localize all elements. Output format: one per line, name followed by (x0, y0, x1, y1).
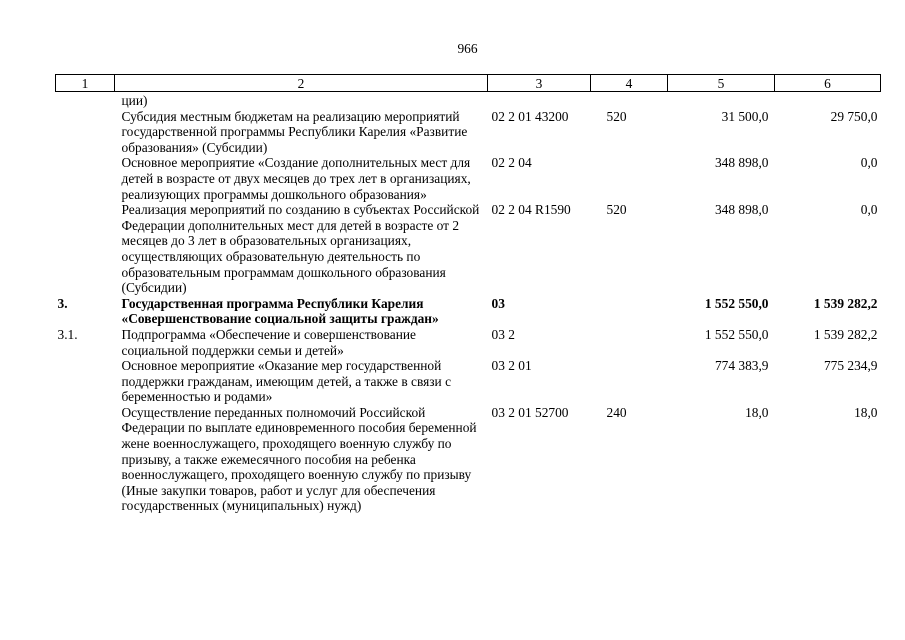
table-body (56, 92, 881, 515)
row-name: ции) (121, 93, 148, 108)
row-expense-type: 240 (606, 404, 627, 420)
header-cell-3: 3 (488, 75, 591, 92)
row-name: Субсидия местным бюджетам на реализацию мероприятий государственной программы Республики Карелия «Развитие образования» (Субсидии) (121, 108, 468, 155)
header-cell-4: 4 (591, 75, 668, 92)
row-number: 3. (57, 295, 68, 311)
row-code: 03 2 01 (491, 358, 532, 374)
table-row (56, 327, 881, 358)
row-expense-type: 520 (606, 202, 627, 218)
row-amount-2 (775, 92, 881, 109)
row-expense-type (591, 358, 668, 405)
header-cell-2: 2 (115, 75, 488, 92)
row-expense-type (591, 327, 668, 358)
row-amount-2: 18,0 (854, 404, 878, 420)
header-cell-5: 5 (668, 75, 775, 92)
header-cell-6: 6 (775, 75, 881, 92)
row-name: Основное мероприятие «Создание дополнительных мест для детей в возрасте от двух месяцев до трех лет в организациях, реализующих программы дошкольного образования» (121, 155, 471, 202)
row-expense-type (591, 296, 668, 327)
row-name: Основное мероприятие «Оказание мер государственной поддержки гражданам, имеющим детей, а также в связи с беременностью и родами» (121, 358, 452, 405)
row-number (56, 405, 115, 514)
row-name: Государственная программа Республики Карелия «Совершенствование социальной защиты граждан» (121, 295, 439, 327)
row-expense-type (591, 155, 668, 202)
table-row (56, 405, 881, 514)
table-row (56, 202, 881, 296)
row-expense-type: 520 (606, 108, 627, 124)
row-name: Подпрограмма «Обеспечение и совершенствование социальной поддержки семьи и детей» (121, 326, 416, 358)
table-row (56, 155, 881, 202)
row-code (488, 92, 591, 109)
row-amount-1: 18,0 (745, 404, 769, 420)
table-header (56, 75, 881, 92)
row-number (56, 358, 115, 405)
row-number (56, 92, 115, 109)
row-amount-2: 29 750,0 (830, 108, 878, 124)
row-code: 02 2 04 (491, 155, 532, 171)
row-amount-1: 774 383,9 (714, 358, 769, 374)
row-expense-type (591, 92, 668, 109)
row-amount-2: 0,0 (860, 155, 878, 171)
row-amount-1: 31 500,0 (721, 108, 769, 124)
row-number (56, 202, 115, 296)
row-number: 3.1. (57, 326, 78, 342)
table-row (56, 92, 881, 109)
row-code: 02 2 04 R1590 (491, 202, 571, 218)
row-code: 03 (491, 295, 505, 311)
header-row (56, 75, 881, 92)
row-number (56, 109, 115, 156)
budget-table (55, 74, 881, 514)
row-name: Реализация мероприятий по созданию в субъектах Российской Федерации дополнительных мест для детей в возрасте от 2 месяцев до 3 лет в образовательных организациях, осуществляющих образовательную деятельность по образовательным программам дошкольного образования (Субсидии) (121, 202, 480, 296)
row-amount-2: 0,0 (860, 202, 878, 218)
row-code: 03 2 01 52700 (491, 404, 569, 420)
row-code: 02 2 01 43200 (491, 108, 569, 124)
row-amount-1: 1 552 550,0 (704, 295, 769, 311)
row-amount-1: 1 552 550,0 (704, 326, 769, 342)
row-amount-2: 1 539 282,2 (813, 295, 878, 311)
row-name: Осуществление переданных полномочий Российской Федерации по выплате единовременного пособия беременной жене военнослужащего, проходящего военную службу по призыву, а также ежемесячного пособия на ребенка военнослужащего, проходящего военную службу по призыву (Иные закупки товаров, работ и услуг для обеспечения государственных (муниципальных) нужд) (121, 404, 477, 514)
row-number (56, 155, 115, 202)
row-code: 03 2 (491, 326, 515, 342)
row-amount-1: 348 898,0 (714, 202, 769, 218)
page-number: 966 (457, 41, 478, 56)
table-row (56, 358, 881, 405)
row-amount-1: 348 898,0 (714, 155, 769, 171)
table-row (56, 109, 881, 156)
row-amount-2: 775 234,9 (823, 358, 878, 374)
row-amount-2: 1 539 282,2 (813, 326, 878, 342)
row-amount-1 (668, 92, 775, 109)
table-row (56, 296, 881, 327)
header-cell-1: 1 (56, 75, 115, 92)
